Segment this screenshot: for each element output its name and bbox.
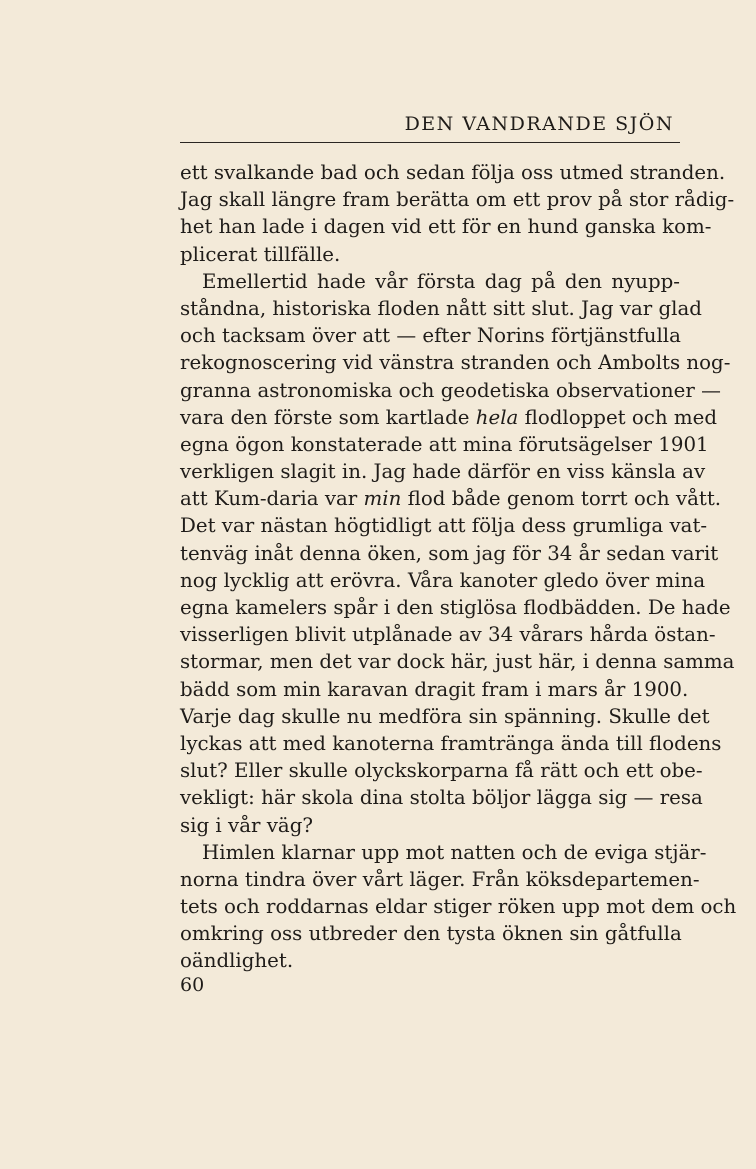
- text-line: Jag skall längre fram berätta om ett prov på stor rådig-: [180, 188, 735, 212]
- text-line: ståndna, historiska floden nått sitt slut. Jag var glad: [180, 296, 702, 320]
- text-line: plicerat tillfälle.: [180, 242, 341, 266]
- text-line: Himlen klarnar upp mot natten och de eviga stjär-: [202, 840, 707, 864]
- text-line: Det var nästan högtidligt att följa dess grumliga vat-: [180, 514, 708, 538]
- text-line: omkring oss utbreder den tysta öknen sin gåtfulla: [180, 922, 682, 946]
- text-line: nog lycklig att erövra. Våra kanoter gledo över mina: [180, 568, 706, 592]
- text-line: slut? Eller skulle olyckskorparna få rätt och ett obe-: [180, 759, 703, 783]
- text-line: lyckas att med kanoterna framtränga ända till flodens: [180, 731, 722, 755]
- text-line: verkligen slagit in. Jag hade därför en viss känsla av: [180, 460, 706, 484]
- text-line: Varje dag skulle nu medföra sin spänning. Skulle det: [180, 704, 710, 728]
- text-line: vekligt: här skola dina stolta böljor lägga sig — resa: [180, 786, 703, 810]
- text-line: het han lade i dagen vid ett för en hund ganska kom-: [180, 215, 712, 239]
- text-line: och tacksam över att — efter Norins förtjänstfulla: [180, 324, 681, 348]
- text-line: Emellertid hade vår första dag på den nyupp-: [202, 269, 680, 293]
- text-line: rekognoscering vid vänstra stranden och Ambolts nog-: [180, 351, 731, 375]
- text-line: vara den förste som kartlade hela flodloppet och med: [180, 405, 718, 429]
- text-line: egna ögon konstaterade att mina förutsägelser 1901: [180, 432, 709, 456]
- text-line: visserligen blivit utplånade av 34 vårars hårda östan-: [180, 623, 716, 647]
- header-rule: [180, 142, 680, 143]
- text-line: sig i vår väg?: [180, 813, 313, 837]
- text-line: ett svalkande bad och sedan följa oss utmed stranden.: [180, 161, 726, 184]
- page-number: 60: [180, 974, 205, 996]
- text-line: bädd som min karavan dragit fram i mars år 1900.: [180, 677, 689, 701]
- text-line: egna kamelers spår i den stiglösa flodbädden. De hade: [180, 596, 731, 619]
- text-line: stormar, men det var dock här, just här, i denna samma: [180, 650, 735, 674]
- running-head: DEN VANDRANDE SJÖN: [404, 113, 674, 135]
- text-line: att Kum-daria var min flod både genom torrt och vått.: [180, 487, 722, 511]
- text-line: oändlighet.: [180, 949, 294, 973]
- text-line: norna tindra över vårt läger. Från köksdepartemen-: [180, 867, 700, 891]
- text-line: tenväg inåt denna öken, som jag för 34 år sedan varit: [180, 541, 719, 565]
- text-line: granna astronomiska och geodetiska observationer —: [180, 378, 721, 402]
- body-text: [180, 159, 737, 975]
- text-line: tets och roddarnas eldar stiger röken upp mot dem och: [180, 895, 737, 919]
